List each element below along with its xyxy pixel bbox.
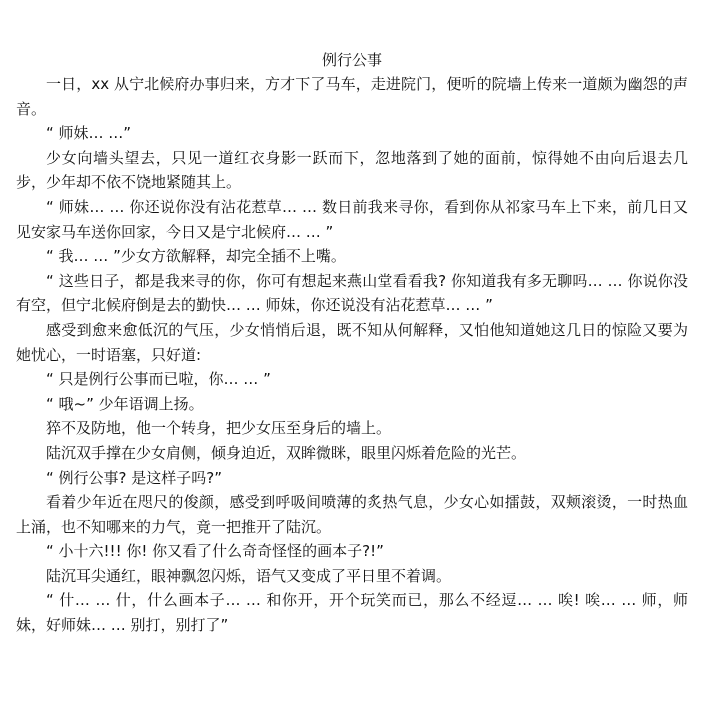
- document-title: 例行公事: [321, 51, 382, 69]
- paragraph: “ 师妹… …”: [46, 124, 132, 143]
- paragraph: “ 师妹… … 你还说你没有沾花惹草… … 数日前我来寻你，看到你从祁家马车上下来，前几日又见安家马车送你回家，今日又是宁北候府… … ”: [16, 197, 688, 241]
- paragraph: 猝不及防地，他一个转身，把少女压至身后的墙上。: [46, 419, 392, 438]
- paragraph: “ 小十六!!! 你! 你又看了什么奇奇怪怪的画本子?!”: [46, 542, 384, 561]
- paragraph: “ 这些日子，都是我来寻的你，你可有想起来燕山堂看看我? 你知道我有多无聊吗… … 你说你没有空，但宁北候府倒是去的勤快… … 师妹，你还说没有沾花惹草… … ”: [16, 271, 688, 315]
- paragraph: “ 我… … ”少女方欲解释，却完全插不上嘴。: [46, 247, 346, 266]
- paragraph: 感受到愈来愈低沉的气压，少女悄悄后退，既不知从何解释，又怕他知道她这几日的惊险又要为她忧心，一时语塞，只好道:: [16, 320, 688, 364]
- document-body: [16, 48, 688, 638]
- paragraph: 少女向墙头望去，只见一道红衣身影一跃而下，忽地落到了她的面前，惊得她不由向后退去几步，少年却不依不饶地紧随其上。: [16, 148, 688, 192]
- paragraph: 陆沉双手撑在少女肩侧，倾身迫近，双眸微眯，眼里闪烁着危险的光芒。: [46, 443, 527, 462]
- paragraph: “ 哦~” 少年语调上扬。: [46, 394, 204, 413]
- paragraph: 陆沉耳尖通红，眼神飘忽闪烁，语气又变成了平日里不着调。: [46, 566, 452, 585]
- paragraph: “ 什… … 什，什么画本子… … 和你开，开个玩笑而已，那么不经逗… … 唉! 唉… … 师，师妹，好师妹… … 别打，别打了”: [16, 591, 688, 635]
- paragraph: 一日，xx 从宁北候府办事归来，方才下了马车，走进院门，便听的院墙上传来一道颇为幽怨的声音。: [16, 75, 688, 118]
- paragraph: “ 例行公事? 是这样子吗?”: [46, 468, 223, 487]
- paragraph: “ 只是例行公事而已啦，你… … ”: [46, 370, 271, 389]
- paragraph: 看着少年近在咫尺的俊颜，感受到呼吸间喷薄的炙热气息，少女心如擂鼓，双颊滚烫，一时热血上涌，也不知哪来的力气，竟一把推开了陆沉。: [16, 493, 688, 536]
